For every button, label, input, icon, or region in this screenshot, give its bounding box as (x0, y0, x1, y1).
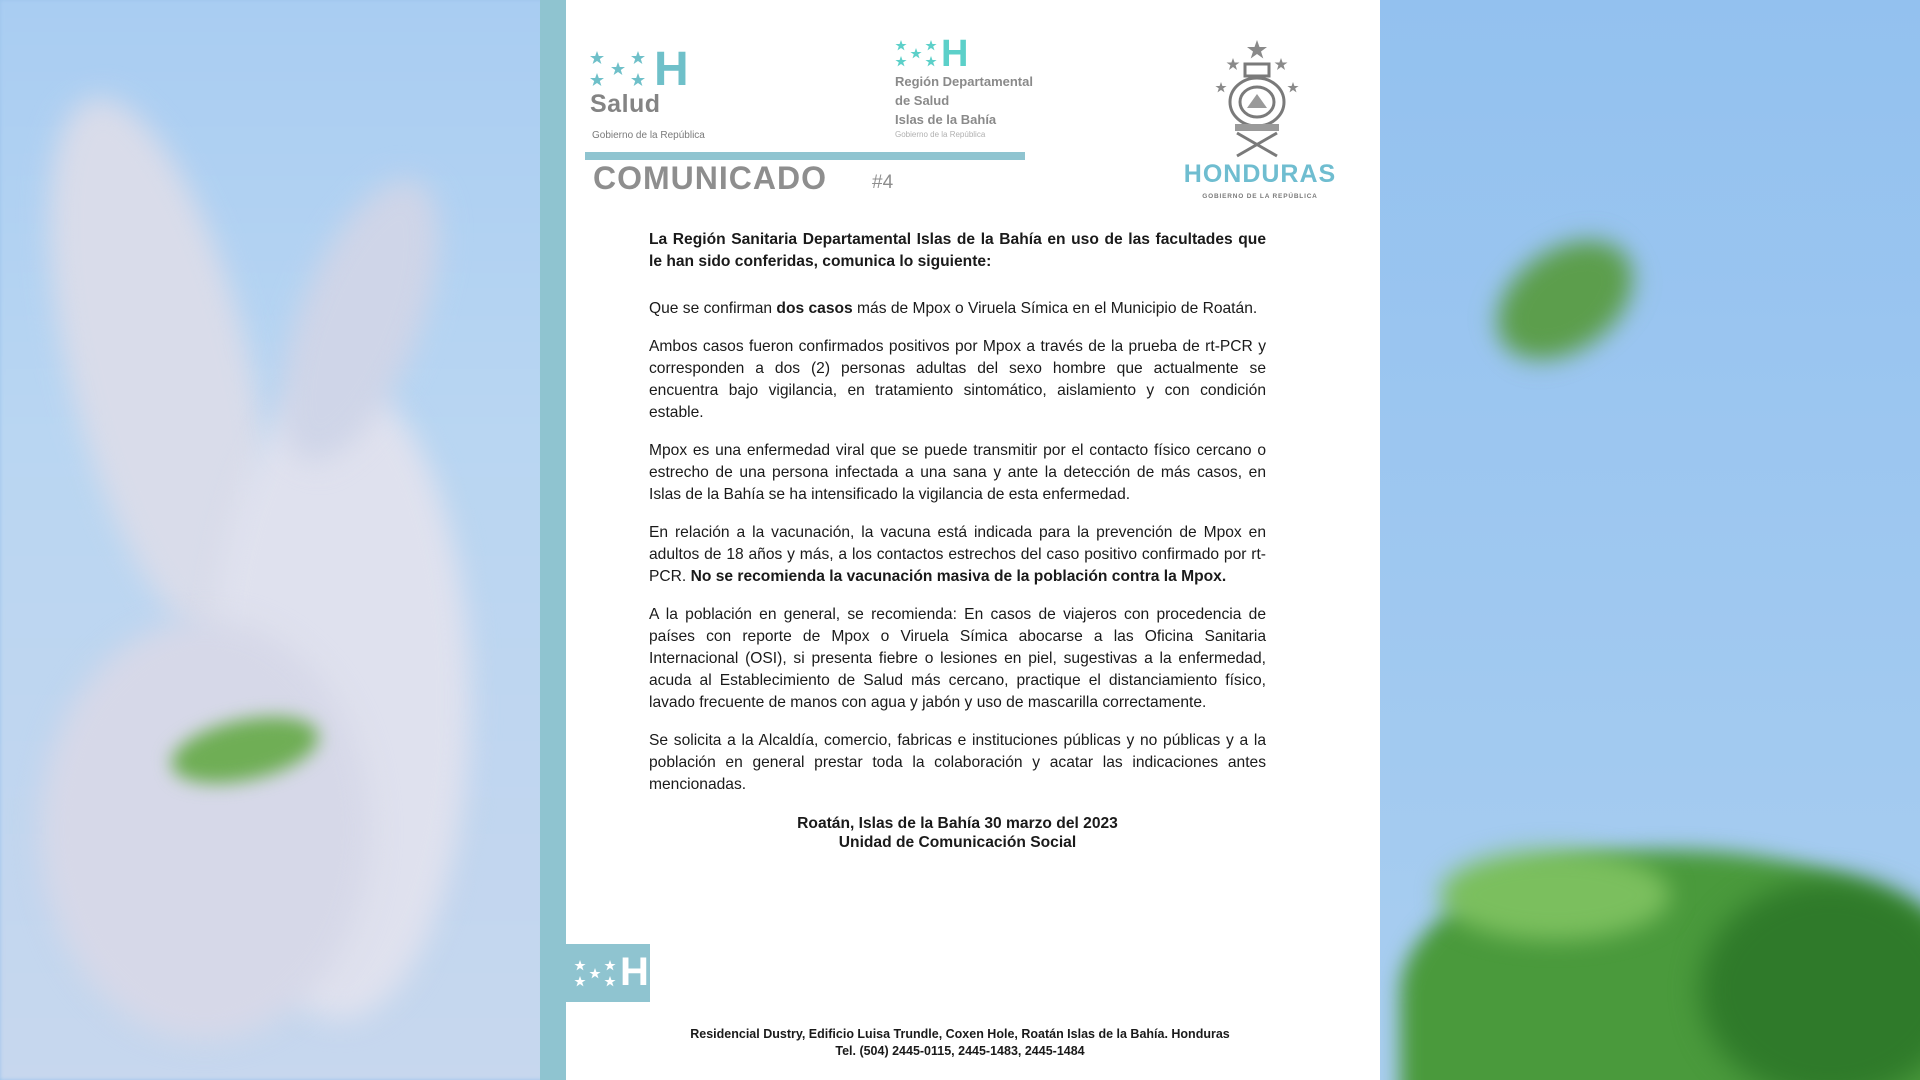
accent-stripe (540, 0, 566, 1080)
signature-unit: Unidad de Comunicación Social (838, 834, 1077, 851)
honduras-logo (1165, 38, 1355, 208)
emphasis-text: No se recomienda la vacunación masiva de la población contra la Mpox. (690, 568, 1227, 585)
intro-paragraph: La Región Sanitaria Departamental Islas de la Bahía en uso de las facultades que le han sido conferidas, comunica lo siguiente: (649, 231, 1266, 270)
text-run: En relación a la vacunación, la vacuna está indicada para la prevención de Mpox en adultos de 18 años y más, a los contactos estrechos del caso positivo confirmado por rt-PCR. (649, 524, 1266, 585)
body-paragraph: Se solicita a la Alcaldía, comercio, fabricas e instituciones públicas y no públicas y a la población en general prestar toda la colaboración y acatar las indicaciones antes mencionadas. (649, 732, 1266, 793)
region-logo-letter: H (941, 33, 969, 75)
star-cluster-icon (895, 38, 945, 70)
signature-place-date: Roatán, Islas de la Bahía 30 marzo del 2023 (797, 815, 1118, 832)
text-run: más de Mpox o Viruela Símica en el Municipio de Roatán. (852, 300, 1258, 317)
signature-block (649, 814, 1266, 852)
region-logo-text (895, 72, 1033, 129)
salud-logo-letter: H (654, 43, 689, 96)
address-line: Residencial Dustry, Edificio Luisa Trundle, Coxen Hole, Roatán Islas de la Bahía. Honduras (690, 1027, 1230, 1041)
page-title: COMUNICADO (593, 160, 827, 196)
footer-address (540, 1026, 1380, 1059)
body-paragraph: Ambos casos fueron confirmados positivos por Mpox a través de la prueba de rt-PCR y corresponden a dos (2) personas adultas del sexo hombre que actualmente se encuentra bajo vigilancia, en tratamiento sintomático, aislamiento y con condición estable. (649, 338, 1266, 421)
region-logo-line: Región Departamental (895, 74, 1033, 89)
emphasis-text: dos casos (776, 300, 853, 317)
body-paragraph (649, 298, 1266, 320)
honduras-logo-word: HONDURAS (1183, 160, 1337, 188)
region-logo-subtitle: Gobierno de la República (895, 130, 986, 139)
body-paragraph: A la población en general, se recomienda: En casos de viajeros con procedencia de países con reporte de Mpox o Viruela Símica abocarse a las Oficina Sanitaria Internacional (OSI), si presenta fiebre o lesiones en piel, sugestivas a la enfermedad, acuda al Establecimiento de Salud más cercano, practique el distanciamiento físico, lavado frecuente de manos con agua y jabón y uso de mascarilla correctamente. (649, 606, 1266, 711)
honduras-logo-subtitle: GOBIERNO DE LA REPÚBLICA (1202, 193, 1318, 200)
footer-logo-letter: H (620, 950, 649, 994)
star-cluster-icon (574, 958, 620, 990)
background-hill (1440, 850, 1670, 940)
body-paragraph: Mpox es una enfermedad viral que se puede transmitir por el contacto físico cercano o estrecho de una persona infectada a una sana y ante la detección de más casos, en Islas de la Bahía se ha intensificado la vigilancia de esta enfermedad. (649, 442, 1266, 503)
salud-logo (590, 43, 750, 148)
region-logo (895, 33, 1095, 146)
communique-body (649, 229, 1266, 852)
coat-of-arms-icon (1207, 38, 1307, 158)
body-paragraph (649, 522, 1266, 588)
region-logo-line: de Salud (895, 93, 950, 108)
region-logo-line: Islas de la Bahía (895, 112, 997, 127)
phone-line: Tel. (504) 2445-0115, 2445-1483, 2445-1484 (835, 1043, 1085, 1058)
footer-logo (566, 944, 650, 1002)
salud-logo-subtitle: Gobierno de la República (592, 130, 705, 141)
header-bar (585, 152, 1025, 160)
background-blur (40, 620, 370, 1040)
document-page (540, 0, 1380, 1080)
salud-logo-word: Salud (590, 90, 661, 118)
communique-number: #4 (872, 172, 894, 193)
text-run: Que se confirman (649, 300, 777, 317)
